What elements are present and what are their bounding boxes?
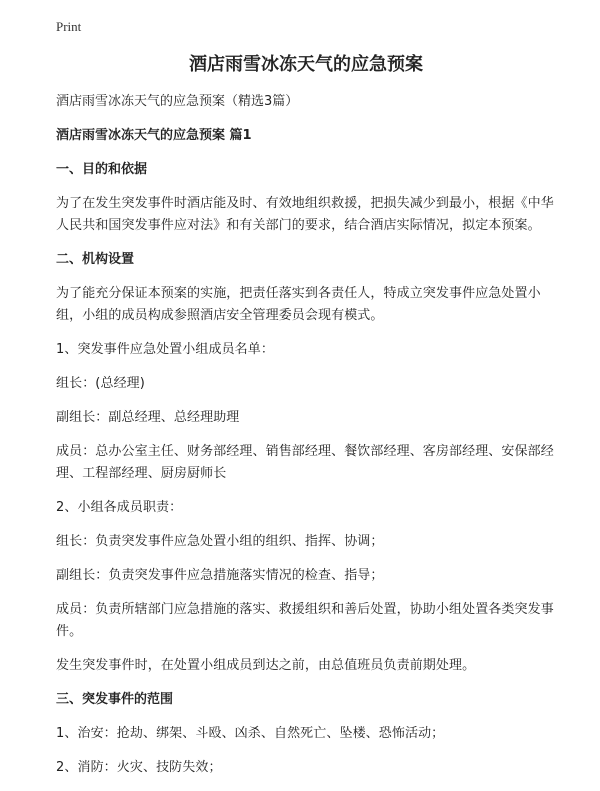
- paragraph: 副组长：副总经理、总经理助理: [56, 410, 240, 425]
- paragraph: 2、小组各成员职责：: [56, 500, 183, 515]
- document-body: [56, 52, 556, 791]
- article-heading: 酒店雨雪冰冻天气的应急预案 篇1: [56, 128, 252, 143]
- section-heading-scope: 三、突发事件的范围: [56, 692, 174, 707]
- print-label: Print: [56, 19, 82, 34]
- section-heading-organization: 二、机构设置: [56, 252, 135, 267]
- paragraph: 副组长：负责突发事件应急措施落实情况的检查、指导；: [56, 568, 384, 583]
- paragraph: 2、消防：火灾、技防失效；: [56, 760, 222, 775]
- paragraph: 成员：负责所辖部门应急措施的落实、救援组织和善后处置，协助小组处置各类突发事件。: [56, 602, 554, 639]
- paragraph: 为了在发生突发事件时酒店能及时、有效地组织救援，把损失减少到最小，根据《中华人民共和国突发事件应对法》和有关部门的要求，结合酒店实际情况，拟定本预案。: [56, 196, 554, 233]
- paragraph: 组长：(总经理): [56, 376, 145, 391]
- section-heading-purpose: 一、目的和依据: [56, 162, 148, 177]
- paragraph: 组长：负责突发事件应急处置小组的组织、指挥、协调；: [56, 534, 384, 549]
- document-title: 酒店雨雪冰冻天气的应急预案: [189, 54, 423, 75]
- paragraph: 为了能充分保证本预案的实施，把责任落实到各责任人，特成立突发事件应急处置小组，小组的成员构成参照酒店安全管理委员会现有模式。: [56, 286, 541, 323]
- paragraph: 发生突发事件时，在处置小组成员到达之前，由总值班员负责前期处理。: [56, 658, 476, 673]
- paragraph: 1、治安：抢劫、绑架、斗殴、凶杀、自然死亡、坠楼、恐怖活动；: [56, 726, 445, 741]
- document-subtitle: 酒店雨雪冰冻天气的应急预案（精选3篇）: [56, 94, 299, 109]
- paragraph: 1、突发事件应急处置小组成员名单：: [56, 342, 274, 357]
- paragraph: 成员：总办公室主任、财务部经理、销售部经理、餐饮部经理、客房部经理、安保部经理、工程部经理、厨房厨师长: [56, 444, 554, 481]
